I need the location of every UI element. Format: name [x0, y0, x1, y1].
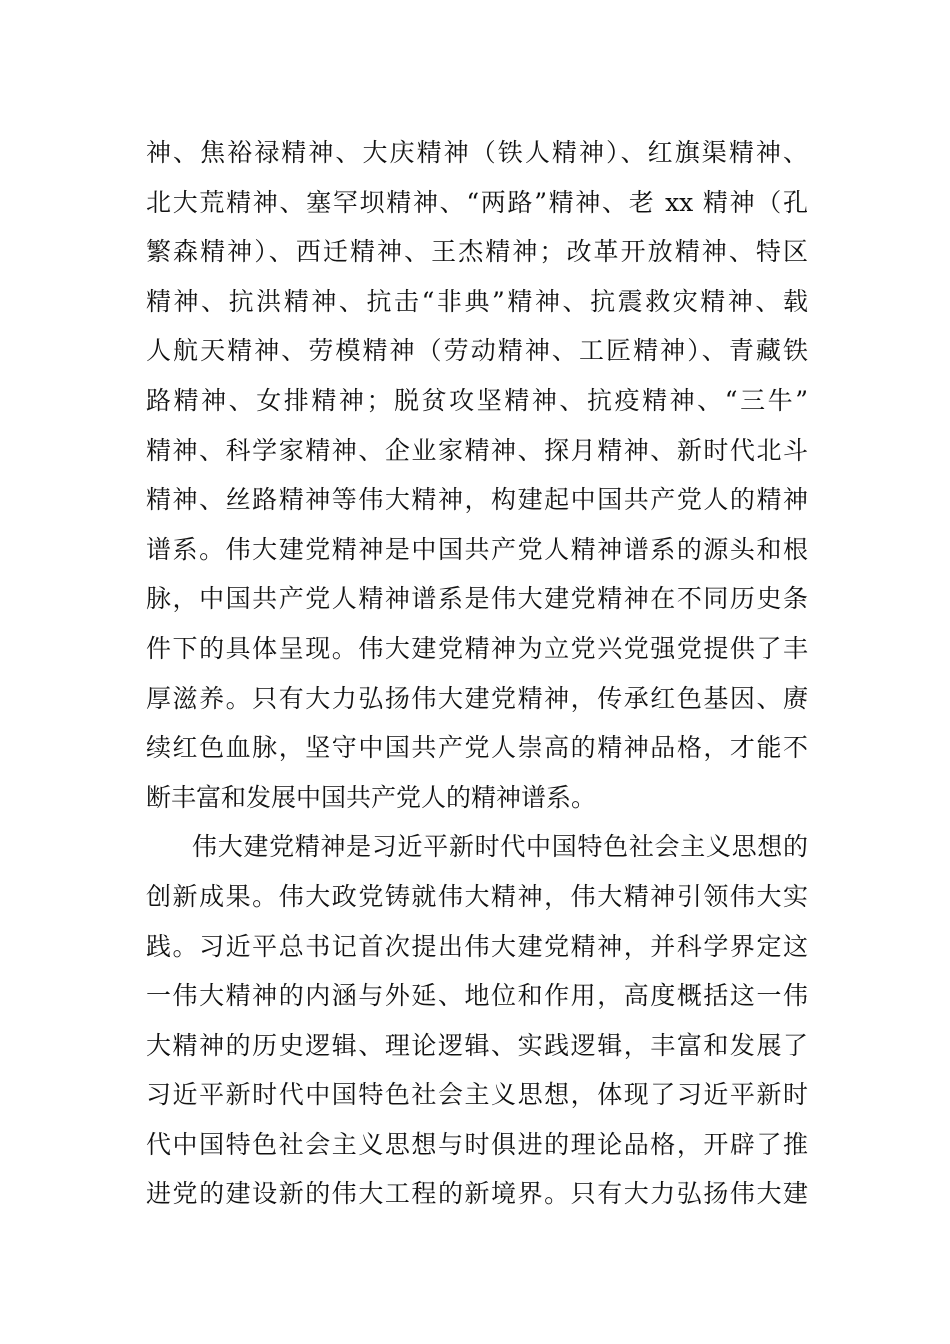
paragraph-line: 精神、丝路精神等伟大精神，构建起中国共产党人的精神 — [146, 485, 808, 515]
paragraph-line: 习近平新时代中国特色社会主义思想，体现了习近平新时 — [146, 1080, 808, 1110]
paragraph-line: 进党的建设新的伟大工程的新境界。只有大力弘扬伟大建 — [146, 1179, 808, 1209]
paragraph-line: 厚滋养。只有大力弘扬伟大建党精神，传承红色基因、赓 — [146, 683, 808, 713]
paragraph-line: 续红色血脉，坚守中国共产党人崇高的精神品格，才能不 — [146, 733, 808, 763]
paragraph-line: 一伟大精神的内涵与外延、地位和作用，高度概括这一伟 — [146, 981, 808, 1011]
paragraph-line: 创新成果。伟大政党铸就伟大精神，伟大精神引领伟大实 — [146, 881, 808, 911]
paragraph-line: 大精神的历史逻辑、理论逻辑、实践逻辑，丰富和发展了 — [146, 1030, 808, 1060]
paragraph-line: 伟大建党精神是习近平新时代中国特色社会主义思想的 — [192, 832, 808, 862]
paragraph-line: 脉，中国共产党人精神谱系是伟大建党精神在不同历史条 — [146, 584, 808, 614]
paragraph-2 — [146, 822, 808, 1219]
paragraph-line: 精神、科学家精神、企业家精神、探月精神、新时代北斗 — [146, 435, 808, 465]
paragraph-line: 践。习近平总书记首次提出伟大建党精神，并科学界定这 — [146, 931, 808, 961]
paragraph-line: 神、焦裕禄精神、大庆精神（铁人精神）、红旗渠精神、 — [146, 138, 808, 167]
paragraph-line: 北大荒精神、塞罕坝精神、“两路”精神、老 xx 精神（孔 — [146, 187, 808, 217]
document-body — [146, 128, 808, 1219]
paragraph-1 — [146, 128, 808, 822]
paragraph-line: 人航天精神、劳模精神（劳动精神、工匠精神）、青藏铁 — [146, 336, 808, 366]
paragraph-line: 路精神、女排精神；脱贫攻坚精神、抗疫精神、“三牛” — [146, 385, 808, 415]
paragraph-line: 代中国特色社会主义思想与时俱进的理论品格，开辟了推 — [146, 1129, 808, 1159]
paragraph-line: 精神、抗洪精神、抗击“非典”精神、抗震救灾精神、载 — [146, 286, 808, 316]
paragraph-line: 繁森精神）、西迁精神、王杰精神；改革开放精神、特区 — [146, 237, 808, 267]
paragraph-line: 件下的具体呈现。伟大建党精神为立党兴党强党提供了丰 — [146, 633, 808, 663]
paragraph-line: 谱系。伟大建党精神是中国共产党人精神谱系的源头和根 — [146, 534, 808, 564]
paragraph-line: 断丰富和发展中国共产党人的精神谱系。 — [146, 782, 597, 812]
